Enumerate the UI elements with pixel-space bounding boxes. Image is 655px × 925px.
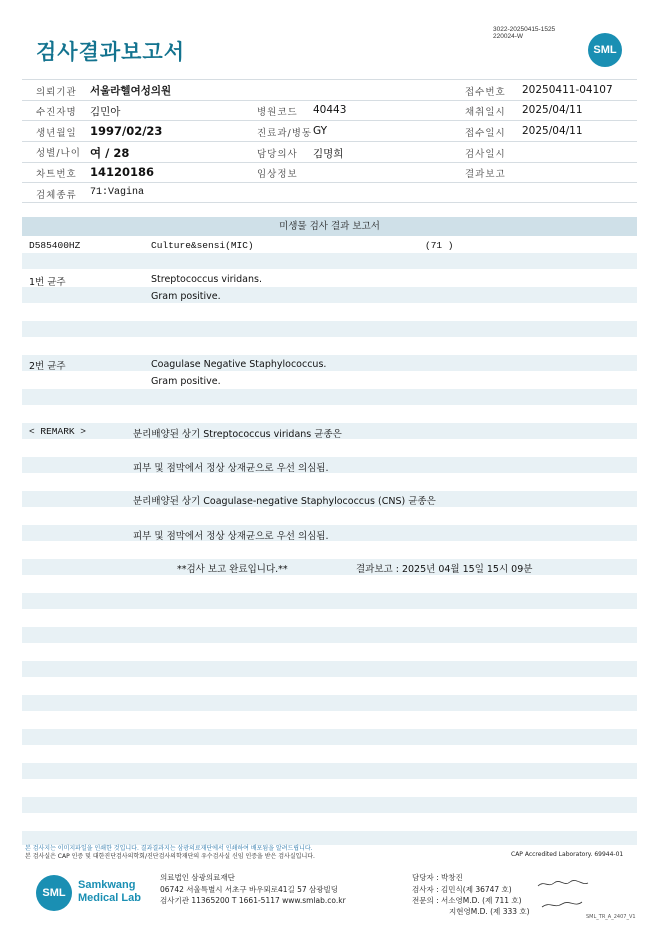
remark-line-1: 분리배양된 상기 Streptococcus viridans 균종은 <box>133 429 342 440</box>
label-department: 진료과/병동 <box>257 128 313 139</box>
staff-specialist-1: 전문의 : 서소영M.D. (제 711 호) <box>412 896 522 905</box>
organism-2-label: 2번 균주 <box>29 361 66 372</box>
report-time: 결과보고 : 2025년 04월 15일 15시 09분 <box>356 564 533 575</box>
test-code: D585400HZ <box>29 240 81 251</box>
value-patient-name: 김민아 <box>90 106 121 118</box>
label-receipt-date: 접수일시 <box>465 128 506 139</box>
organism-1-name: Streptococcus viridans. <box>151 274 262 285</box>
result-section-title: 미생물 검사 결과 보고서 <box>22 217 637 236</box>
brand-name-1: Samkwang <box>78 879 136 891</box>
sml-logo-text: SML <box>593 44 617 56</box>
cap-accreditation: CAP Accredited Laboratory. 69944-01 <box>511 851 624 858</box>
footer-note-cap: 본 검사실은 CAP 인증 및 대한진단검사의학회/진단검사의학재단의 우수검사실 신임 인증을 받은 검사실입니다. <box>25 853 315 860</box>
label-collection-date: 채취일시 <box>465 107 506 118</box>
page-title: 검사결과보고서 <box>36 40 186 64</box>
label-test-date: 검사일시 <box>465 149 506 160</box>
label-doctor: 담당의사 <box>257 149 298 160</box>
value-receipt-no: 20250411-04107 <box>522 84 613 96</box>
label-hospital-code: 병원코드 <box>257 107 298 118</box>
report-code: 3022-20250415-1525 <box>493 26 556 33</box>
value-doctor: 김명희 <box>313 148 344 160</box>
organism-1-gram: Gram positive. <box>151 291 221 302</box>
staff-specialist-2: 지현영M.D. (제 333 호) <box>449 907 530 916</box>
org-address: 06742 서울특별시 서초구 바우뫼로41길 57 삼광빌딩 <box>160 885 339 894</box>
label-birth-date: 생년월일 <box>36 128 77 139</box>
report-complete: **검사 보고 완료입니다.** <box>177 564 288 575</box>
brand-name-2: Medical Lab <box>78 892 141 904</box>
organism-2-gram: Gram positive. <box>151 376 221 387</box>
value-receipt-date: 2025/04/11 <box>522 125 583 137</box>
label-result-report: 결과보고 <box>465 169 506 180</box>
org-name: 의료법인 삼광의료재단 <box>160 873 235 882</box>
staff-tester: 검사자 : 김민식(제 36747 호) <box>412 885 512 894</box>
staff-manager: 담당자 : 박창진 <box>412 873 463 882</box>
label-institution: 의뢰기관 <box>36 87 77 98</box>
document-code: SML_TR_A_2407_V1 <box>586 914 636 920</box>
footer-logo-text: SML <box>42 887 66 899</box>
label-sex-age: 성별/나이 <box>36 148 81 159</box>
footer-logo <box>36 875 72 911</box>
value-department: GY <box>313 125 328 137</box>
remark-line-4: 피부 및 점막에서 정상 상재균으로 우선 의심됨. <box>133 531 329 542</box>
label-chart-no: 차트번호 <box>36 169 77 180</box>
value-specimen: 71:Vagina <box>90 187 145 198</box>
value-birth-date: 1997/02/23 <box>90 124 163 138</box>
organism-2-name: Coagulase Negative Staphylococcus. <box>151 359 327 370</box>
remark-label: < REMARK > <box>29 426 87 437</box>
remark-line-2: 피부 및 점막에서 정상 상재균으로 우선 의심됨. <box>133 463 329 474</box>
signature-2 <box>540 899 584 911</box>
value-hospital-code: 40443 <box>313 104 347 116</box>
organism-1-label: 1번 균주 <box>29 277 66 288</box>
label-patient-name: 수진자명 <box>36 107 77 118</box>
label-receipt-no: 접수번호 <box>465 87 506 98</box>
value-collection-date: 2025/04/11 <box>522 104 583 116</box>
org-contact: 검사기관 11365200 T 1661-5117 www.smlab.co.kr <box>160 896 346 905</box>
label-specimen: 검체종류 <box>36 190 77 201</box>
test-number: (71 ) <box>425 240 454 251</box>
label-clinical-info: 임상정보 <box>257 169 298 180</box>
test-name: Culture&sensi(MIC) <box>151 240 254 251</box>
report-subcode: 220024-W <box>493 33 523 40</box>
footer-note-print: 본 검사지는 이미지파일을 인쇄한 것입니다. 결과결과지는 삼광의료재단에서 인쇄하여 배포됨을 알려드립니다. <box>25 845 313 852</box>
sml-logo <box>588 33 622 67</box>
value-sex-age: 여 / 28 <box>90 146 130 160</box>
remark-line-3: 분리배양된 상기 Coagulase-negative Staphylococcus (CNS) 균종은 <box>133 496 436 507</box>
value-chart-no: 14120186 <box>90 165 155 179</box>
value-institution: 서울라헬여성의원 <box>90 85 172 97</box>
signature-1 <box>536 879 590 889</box>
